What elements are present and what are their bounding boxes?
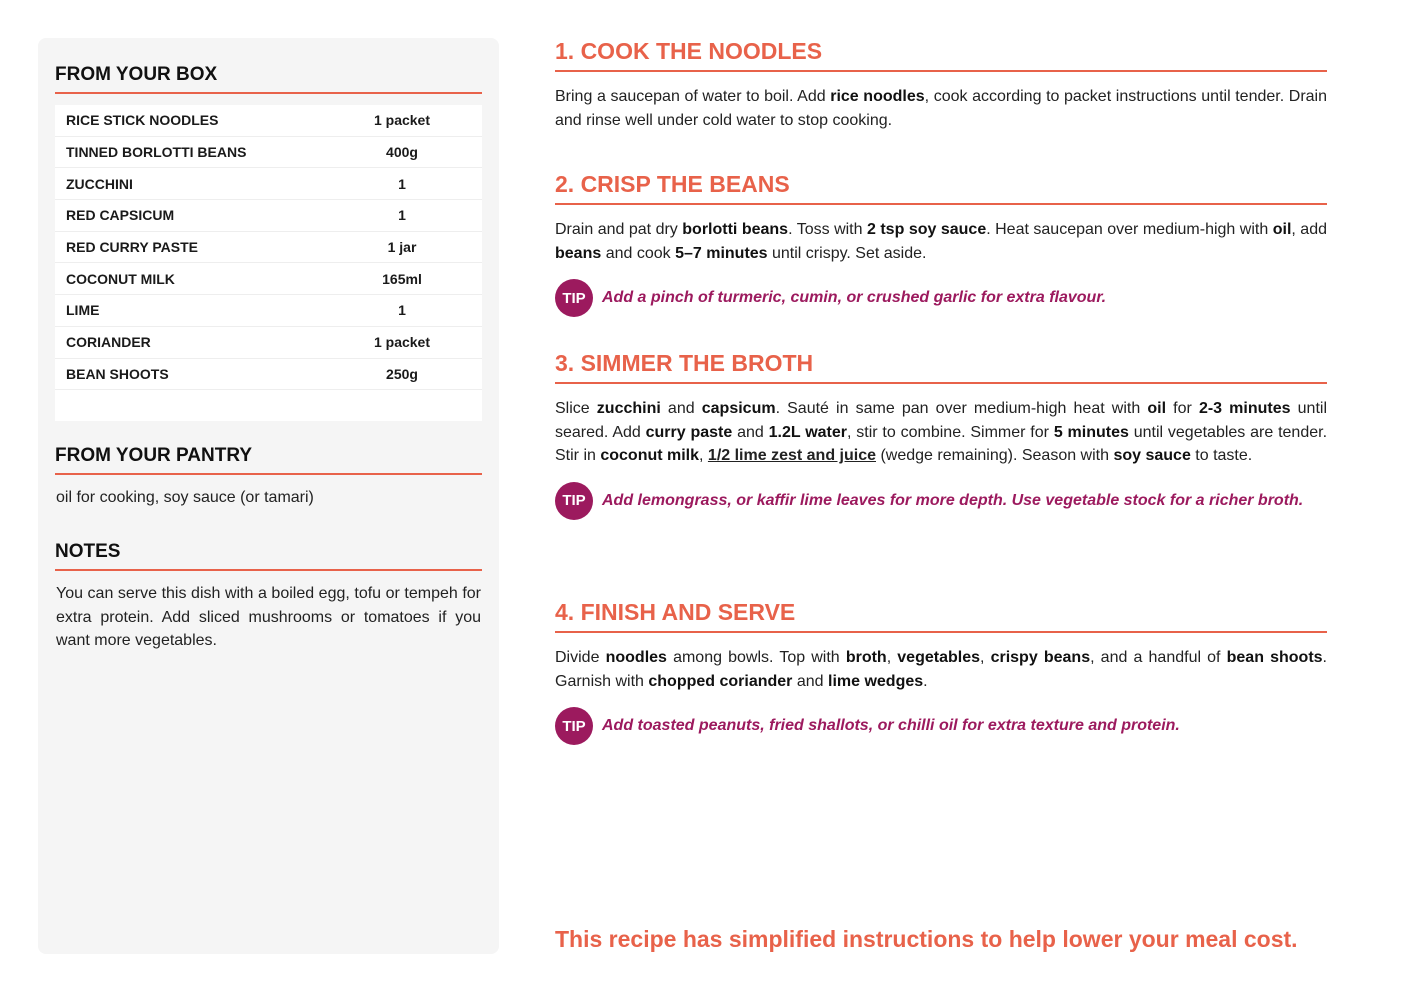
ingredient-name: ZUCCHINI (66, 175, 133, 192)
step-body (555, 646, 1327, 693)
bold-text: vegetables (897, 649, 980, 666)
bold-text: capsicum (701, 400, 776, 417)
tip-callout (555, 279, 1327, 317)
body-text: Slice (555, 400, 597, 417)
ingredient-name: CORIANDER (66, 334, 151, 351)
step-body (555, 397, 1327, 468)
ingredient-row (55, 359, 482, 391)
tip-badge-icon: TIP (555, 279, 593, 317)
sidebar-panel (38, 38, 499, 954)
body-text: Bring a saucepan of water to boil. Add (555, 88, 831, 105)
body-text: among bowls. Top with (666, 649, 846, 666)
tip-text: Add lemongrass, or kaffir lime leaves for more depth. Use vegetable stock for a richer broth. (602, 491, 1304, 509)
ingredient-name: RED CURRY PASTE (66, 239, 198, 256)
body-text: and cook (601, 244, 676, 262)
ingredient-qty: 1 (398, 175, 406, 192)
pantry-text: oil for cooking, soy sauce (or tamari) (56, 489, 314, 506)
pantry-heading: FROM YOUR PANTRY (55, 445, 482, 475)
ingredient-qty: 1 packet (373, 334, 431, 351)
bold-text: crispy beans (990, 649, 1091, 666)
ingredient-qty: 165ml (382, 270, 422, 287)
body-text: and (732, 423, 769, 441)
ingredient-name: TINNED BORLOTTI BEANS (66, 144, 247, 161)
ingredient-row (55, 200, 482, 232)
body-text: , cook according to packet instructions until tender. Drain and rinse well under cold water to stop cooking. (555, 88, 1328, 129)
ingredient-row (55, 105, 482, 137)
bold-text: soy sauce (1113, 447, 1191, 464)
body-text: for (1166, 400, 1199, 417)
bold-text: beans (555, 244, 602, 262)
ingredient-name: BEAN SHOOTS (66, 365, 169, 382)
bold-text: borlotti beans (682, 221, 789, 238)
bold-text: chopped coriander (648, 672, 793, 690)
body-text: . Garnish with (555, 649, 1327, 690)
body-text: , (699, 447, 708, 464)
tip-text: Add toasted peanuts, fried shallots, or chilli oil for extra texture and protein. (602, 717, 1180, 734)
step-title: 3. SIMMER THE BROTH (555, 350, 1327, 384)
notes-text: You can serve this dish with a boiled egg, tofu or tempeh for extra protein. Add sliced mushrooms or tomatoes if you want more vegetables. (56, 585, 481, 649)
ingredient-qty: 1 (398, 302, 406, 319)
ingredient-name: RED CAPSICUM (66, 207, 175, 224)
body-text: Drain and pat dry (555, 221, 683, 238)
step-title: 1. COOK THE NOODLES (555, 38, 1327, 72)
body-text: (wedge remaining). Season with (876, 447, 1114, 464)
ingredient-row (55, 168, 482, 200)
bold-text: zucchini (596, 400, 661, 417)
ingredient-qty: 400g (386, 144, 418, 161)
ingredient-qty: 250g (386, 365, 418, 382)
ingredient-row (55, 263, 482, 295)
bold-text: lime wedges (828, 672, 924, 690)
ingredient-row (55, 137, 482, 169)
body-text: until seared. Add (555, 400, 1327, 441)
bold-text: coconut milk (600, 447, 700, 464)
ingredient-qty: 1 packet (373, 112, 431, 129)
tip-badge-icon: TIP (555, 707, 593, 745)
body-text: , add (1291, 221, 1327, 238)
ingredient-row (55, 232, 482, 264)
ingredient-row (55, 327, 482, 359)
box-heading: FROM YOUR BOX (55, 64, 482, 94)
bold-text: 5–7 minutes (675, 244, 768, 262)
body-text: . Sauté in same pan over medium-high heat with (775, 400, 1148, 417)
bold-text: curry paste (645, 423, 733, 441)
bold-text: 5 minutes (1053, 423, 1129, 441)
ingredient-qty: 1 (398, 207, 406, 224)
step-4 (555, 599, 1327, 745)
ingredient-name: LIME (66, 302, 100, 319)
bold-text: 2 tsp soy sauce (866, 221, 987, 238)
step-body (555, 85, 1327, 132)
bold-text: noodles (605, 649, 667, 666)
step-title: 4. FINISH AND SERVE (555, 599, 1327, 633)
body-text: , (980, 649, 991, 666)
body-text: . Toss with (788, 221, 867, 238)
ingredient-row (55, 295, 482, 327)
body-text: until crispy. Set aside. (767, 244, 927, 262)
bold-text: oil (1272, 221, 1292, 238)
tip-callout (555, 707, 1327, 745)
bold-text: 1.2L water (768, 423, 847, 441)
body-text: and (792, 672, 828, 690)
body-text: . (923, 672, 928, 690)
body-text: until vegetables are tender. Stir in (555, 423, 1328, 464)
bold-text: bean shoots (1226, 649, 1323, 666)
body-text: Divide (555, 649, 606, 666)
body-text: . Heat saucepan over medium-high with (986, 221, 1273, 238)
step-3 (555, 350, 1327, 520)
bold-text: oil (1147, 400, 1167, 417)
body-text: , (886, 649, 898, 666)
step-1 (555, 38, 1327, 132)
ingredient-name: RICE STICK NOODLES (66, 112, 219, 129)
bold-text: broth (845, 649, 887, 666)
step-body (555, 218, 1327, 265)
tip-badge-icon: TIP (555, 482, 593, 520)
step-title: 2. CRISP THE BEANS (555, 171, 1327, 205)
body-text: , stir to combine. Simmer for (847, 423, 1054, 441)
body-text: , and a handful of (1090, 649, 1227, 666)
notes-heading: NOTES (55, 541, 482, 571)
underlined-text: 1/2 lime zest and juice (707, 447, 876, 464)
ingredient-qty: 1 jar (387, 239, 417, 256)
tip-text: Add a pinch of turmeric, cumin, or crushed garlic for extra flavour. (602, 289, 1107, 306)
body-text: to taste. (1190, 447, 1253, 464)
bold-text: 2-3 minutes (1198, 400, 1291, 417)
step-2 (555, 171, 1327, 317)
ingredients-table (55, 105, 482, 421)
footer-note: This recipe has simplified instructions to help lower your meal cost. (555, 926, 1298, 952)
bold-text: rice noodles (830, 88, 925, 105)
body-text: and (660, 400, 702, 417)
ingredient-name: COCONUT MILK (66, 270, 175, 287)
tip-callout (555, 482, 1327, 520)
